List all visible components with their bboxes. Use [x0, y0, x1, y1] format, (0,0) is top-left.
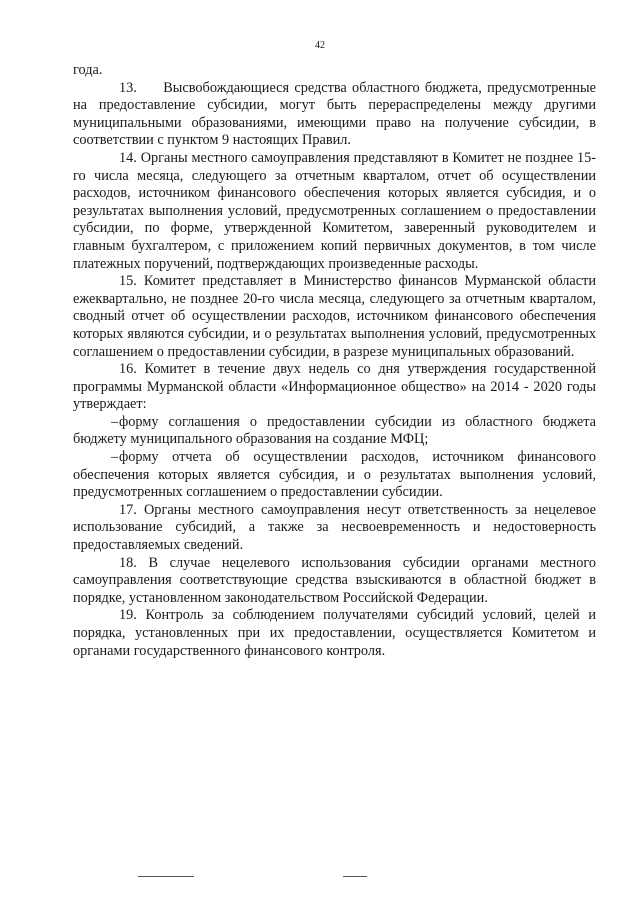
dash-marker: – — [111, 413, 119, 430]
list-item-agreement-form — [73, 414, 596, 449]
paragraph-17: 17. Органы местного самоуправления несут ответственность за нецелевое использование субсидий, а также за несвоевременность и недостоверность предоставляемых сведений. — [73, 501, 596, 554]
footer-rule — [343, 876, 367, 877]
paragraph-13: 13. Высвобождающиеся средства областного бюджета, предусмотренные на предоставление субсидии, могут быть перераспределены между другими муниципальными образованиями, имеющими право на получение субсидии, в соответствии с пунктом 9 настоящих Правил. — [73, 79, 596, 149]
paragraph-18: 18. В случае нецелевого использования субсидии органами местного самоуправления соответствующие средства взыскиваются в областной бюджет в порядке, установленном законодательством Российской Федерации. — [73, 554, 596, 606]
footer-rule — [138, 876, 194, 877]
paragraph-15: 15. Комитет представляет в Министерство финансов Мурманской области ежеквартально, не позднее 20-го числа месяца, следующего за отчетным кварталом, сводный отчет об осуществлении расходов, источником финансового обеспечения которых являются субсидии, и о результатах выполнения условий, предусмотренных соглашением о предоставлении субсидии, в разрезе муниципальных образований. — [73, 273, 596, 360]
list-item-report-form — [73, 449, 596, 502]
page-number: 42 — [315, 40, 325, 51]
paragraph-14: 14. Органы местного самоуправления представляют в Комитет не позднее 15-го числа месяца, следующего за отчетным кварталом, отчет об осуществлении расходов, источником финансового обеспечения которых является субсидия, и о результатах выполнения условий, предусмотренных соглашением о предоставлении субсидии, по форме, утвержденной Комитетом, заверенный руководителем и главным бухгалтером, с приложением копий первичных документов, в том числе платежных поручений, подтверждающих произведенные расходы. — [73, 149, 596, 272]
paragraph-19: 19. Контроль за соблюдением получателями субсидий условий, целей и порядка, установленных при их предоставлении, осуществляется Комитетом и органами государственного финансового контроля. — [73, 607, 596, 659]
paragraph-continuation: года. — [73, 62, 103, 78]
paragraph-16: 16. Комитет в течение двух недель со дня утверждения государственной программы Мурманской области «Информационное общество» на 2014 - 2020 годы утверждает: — [73, 361, 596, 413]
list-item-text: форму соглашения о предоставлении субсидии из областного бюджета бюджету муниципального образования на создание МФЦ; — [73, 413, 596, 448]
dash-marker: – — [111, 449, 119, 466]
list-item-text: форму отчета об осуществлении расходов, источником финансового обеспечения которых является субсидия, и о результатах выполнения условий, предусмотренных соглашением о предоставлении субсидии. — [73, 449, 596, 501]
document-body — [73, 62, 596, 660]
